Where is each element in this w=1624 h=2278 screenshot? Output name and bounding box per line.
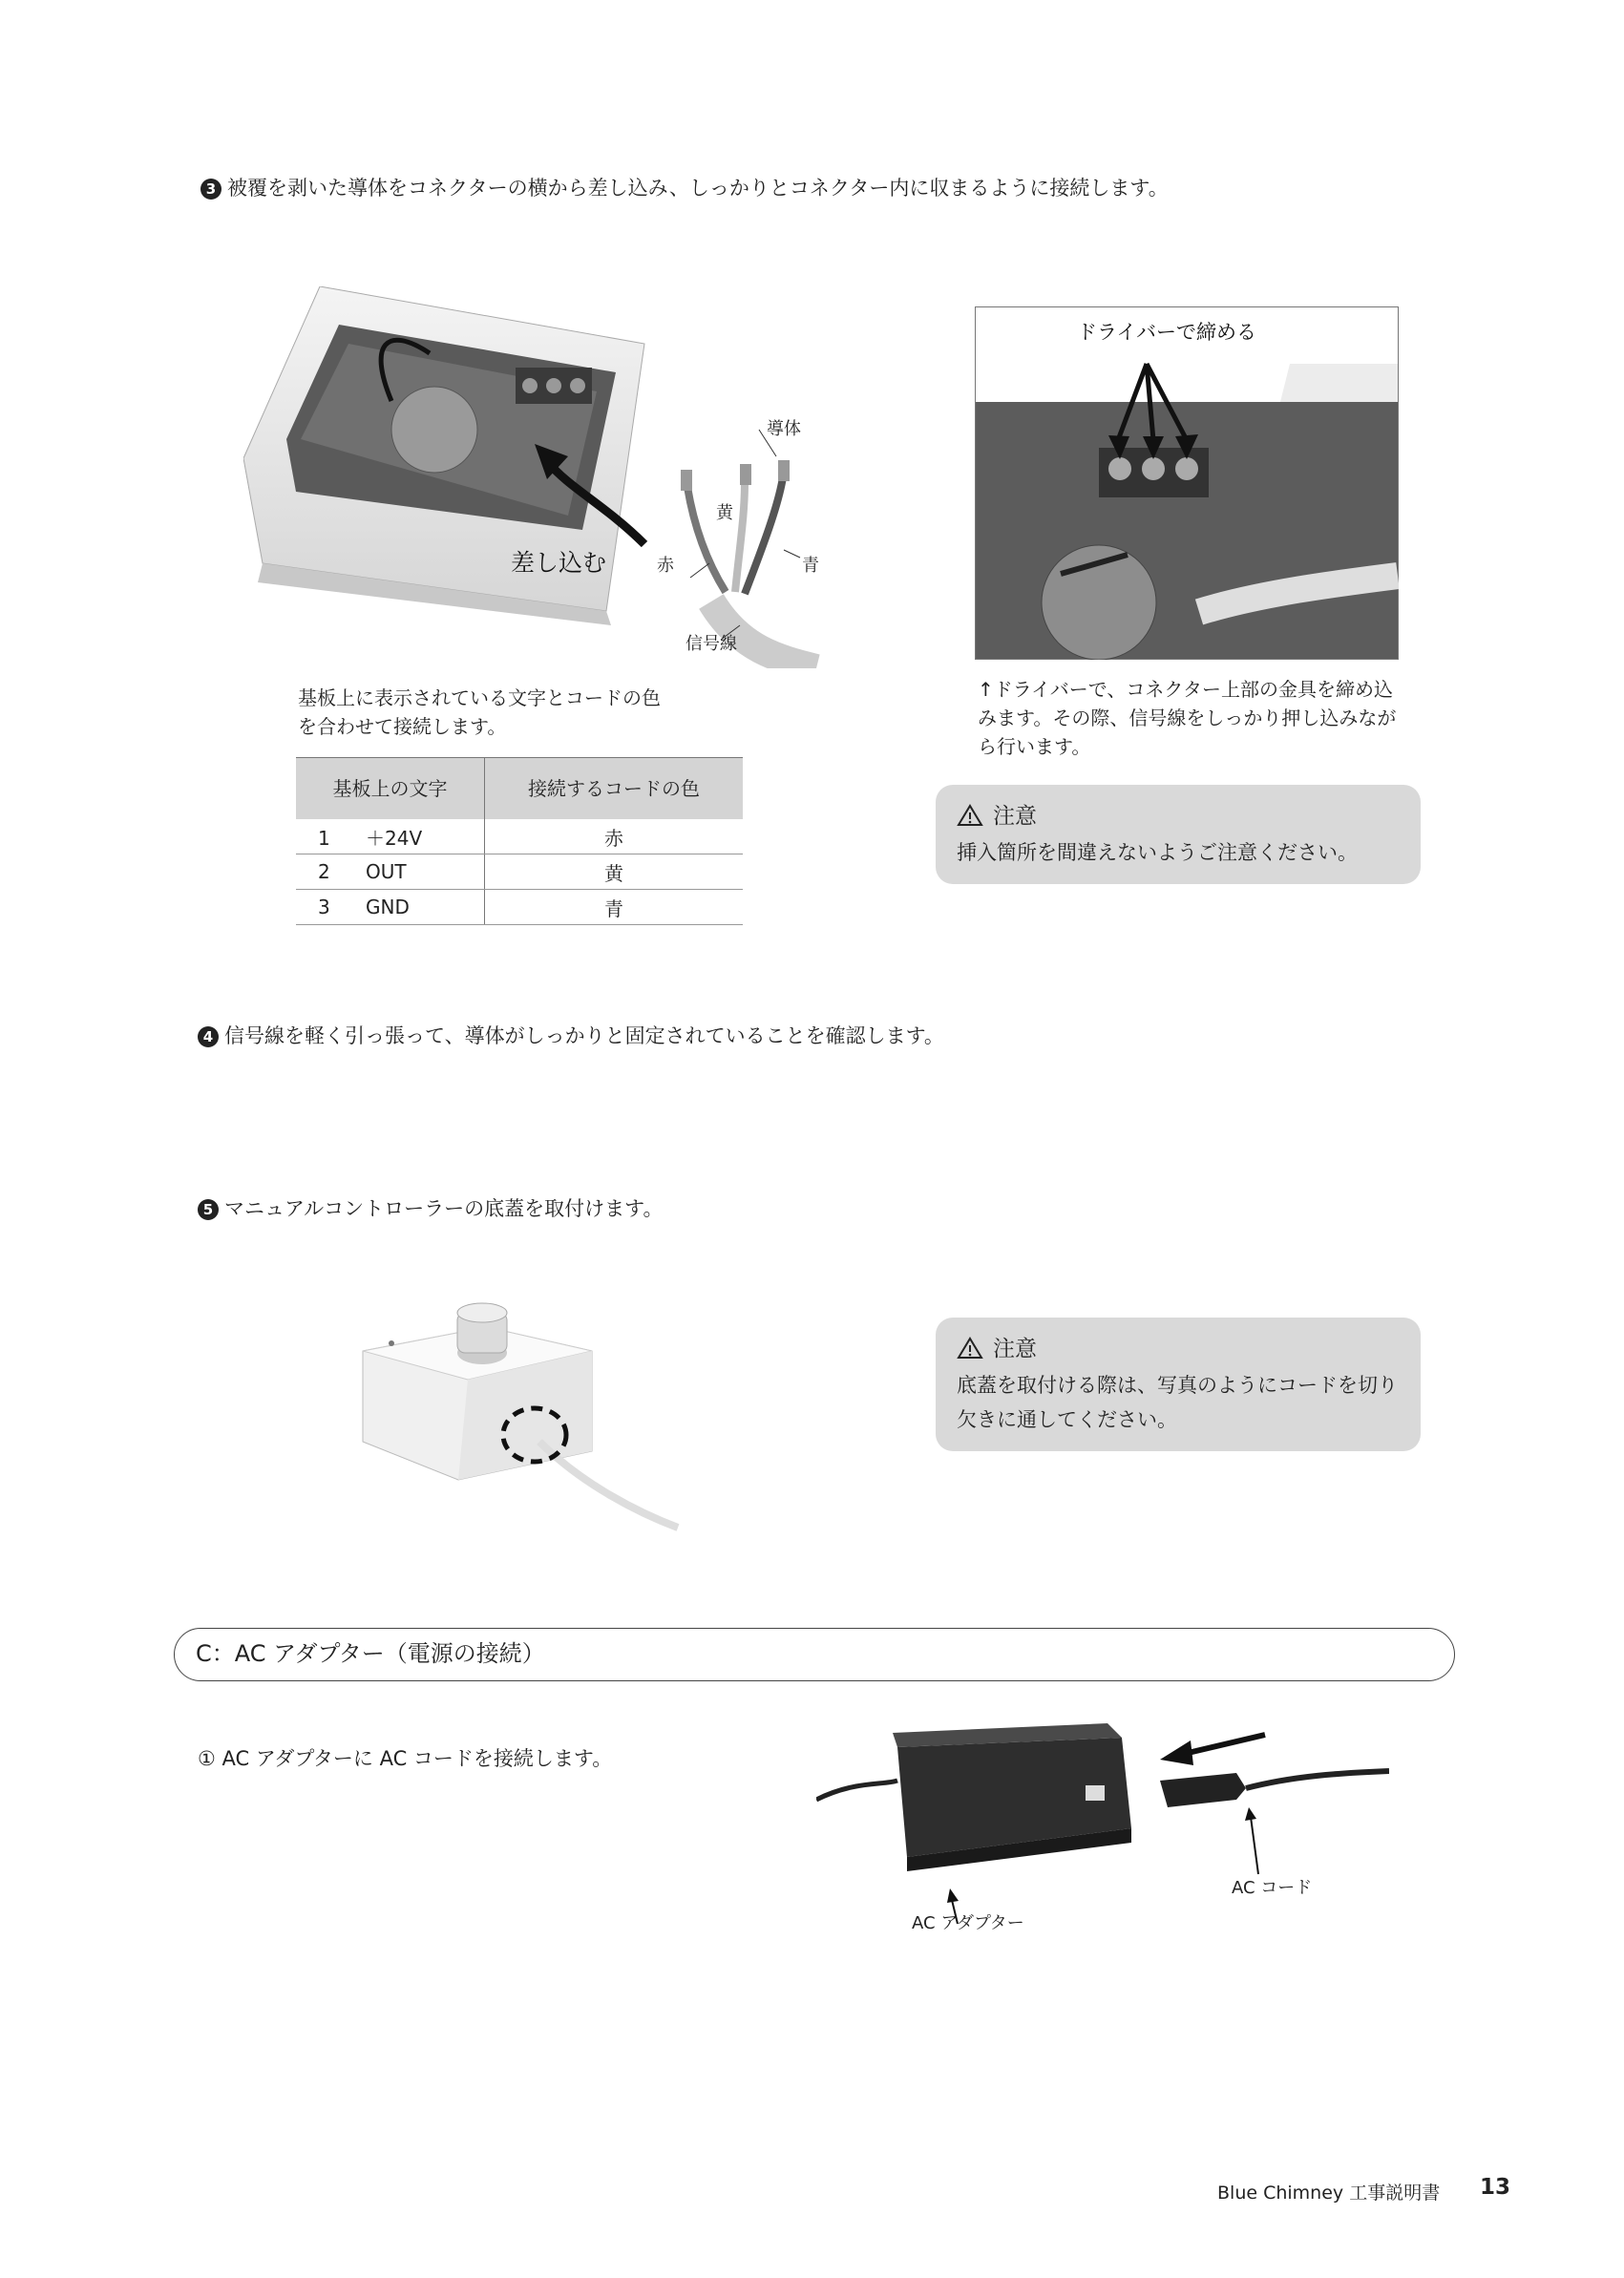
ac-cord-label: AC コード [1232, 1878, 1313, 1898]
caution-title: 注意 [993, 1337, 1037, 1361]
table-header-row [296, 758, 743, 820]
section-c-step-1: ① AC アダプターに AC コードを接続します。 [198, 1747, 613, 1770]
step-5-instruction [198, 1193, 663, 1222]
table-row [296, 854, 743, 890]
column-header: 基板上の文字 [296, 758, 485, 820]
wire-color-table [296, 757, 743, 925]
photo-box-wiring [243, 286, 940, 668]
insert-label: 差し込む [511, 549, 607, 577]
row-number: 3 [318, 896, 330, 918]
step-4-text: 信号線を軽く引っ張って、導体がしっかりと固定されていることを確認します。 [224, 1024, 944, 1047]
caution-text: 底蓋を取付ける際は、写真のようにコードを切り欠きに通してください。 [957, 1374, 1398, 1431]
board-label: ＋24V [366, 826, 423, 850]
row-number: 1 [318, 826, 330, 850]
step-number-badge: 3 [200, 179, 221, 200]
photo-ac-adapter [816, 1704, 1389, 1962]
caption-driver-tighten: ↑ドライバーで、コネクター上部の金具を締め込みます。その際、信号線をしっかり押し込みながら行います。 [978, 678, 1397, 758]
caution-text: 挿入箇所を間違えないようご注意ください。 [957, 841, 1358, 864]
step-5-text: マニュアルコントローラーの底蓋を取付けます。 [224, 1197, 664, 1220]
step-number-badge: 5 [198, 1199, 219, 1220]
photo-board-closeup [975, 306, 1399, 660]
red-wire-label: 赤 [657, 556, 674, 576]
table-row [296, 890, 743, 925]
caution-note-cover [936, 1318, 1421, 1451]
blue-wire-label: 青 [802, 556, 819, 576]
footer-doc-title: Blue Chimney 工事説明書 [1217, 2183, 1441, 2204]
photo-controller-cover [353, 1294, 697, 1532]
board-label: OUT [366, 860, 407, 883]
step-number-badge: 4 [198, 1026, 219, 1047]
caption-wire-color-match: 基板上に表示されている文字とコードの色を合わせて接続します。 [298, 686, 661, 738]
conductor-label: 導体 [767, 419, 801, 439]
wire-color: 青 [485, 890, 744, 925]
column-header: 接続するコードの色 [485, 758, 744, 820]
signal-wire-label: 信号線 [685, 634, 737, 654]
warning-icon [957, 804, 983, 827]
driver-label: ドライバーで締める [1077, 321, 1256, 344]
ac-adapter-label: AC アダプター [912, 1913, 1024, 1933]
step-3-text: 被覆を剥いた導体をコネクターの横から差し込み、しっかりとコネクター内に収まるように接続します。 [227, 177, 1169, 200]
wire-color: 黄 [485, 854, 744, 890]
step-3-instruction [200, 173, 1169, 201]
yellow-wire-label: 黄 [716, 503, 733, 523]
warning-icon [957, 1337, 983, 1360]
page-number: 13 [1480, 2175, 1511, 2200]
wire-color: 赤 [485, 819, 744, 854]
section-c-header: C：AC アダプター（電源の接続） [174, 1628, 1455, 1681]
caution-title: 注意 [993, 804, 1037, 829]
step-4-instruction [198, 1021, 944, 1049]
caution-note-insert [936, 785, 1421, 884]
board-label: GND [366, 896, 410, 918]
row-number: 2 [318, 860, 330, 883]
table-row [296, 819, 743, 854]
